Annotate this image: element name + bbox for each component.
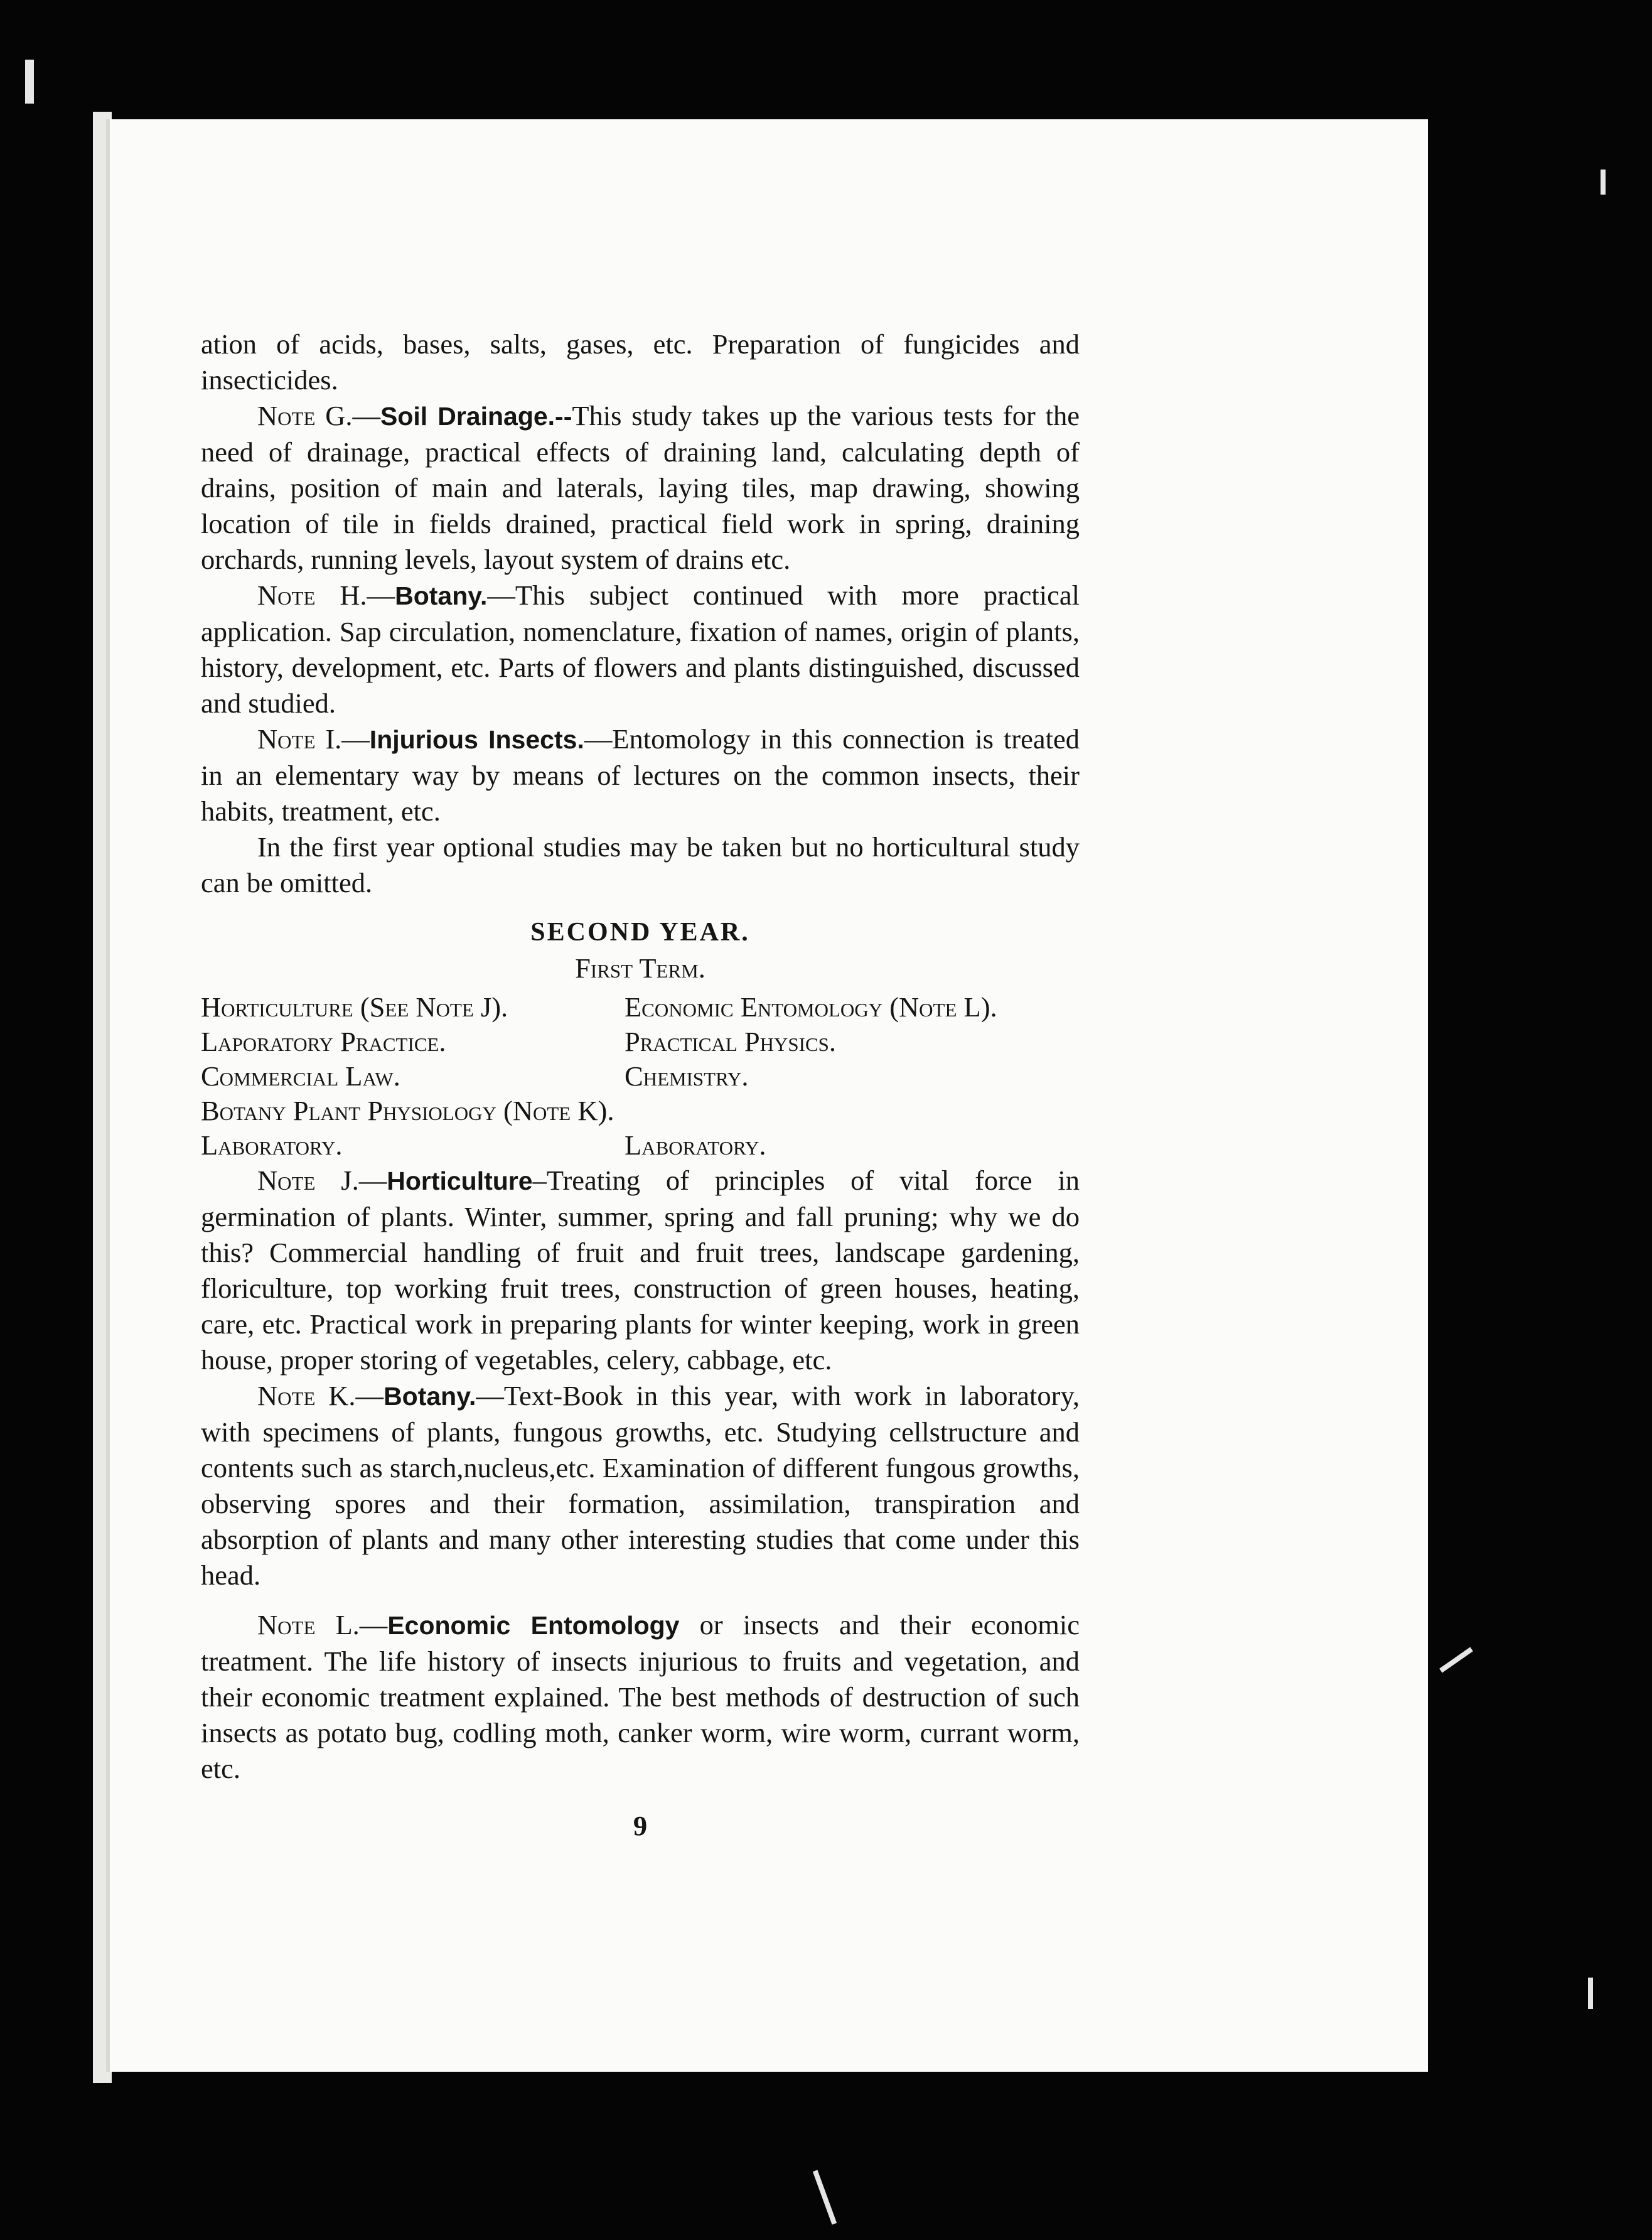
course-item: Laporatory Practice. — [201, 1026, 446, 1057]
first-term-heading: First Term. — [575, 952, 705, 984]
note-g-label: Note G.— — [257, 400, 380, 431]
note-l — [201, 1607, 1080, 1787]
course-item: Botany Plant Physiology (Note K). — [201, 1095, 614, 1126]
note-g — [201, 398, 1080, 578]
note-j — [201, 1163, 1080, 1378]
note-j-label: Note J.— — [257, 1165, 387, 1196]
page-number: 9 — [633, 1810, 648, 1841]
course-item: Economic Entomology (Note L). — [625, 991, 997, 1023]
scan-speck — [1439, 1647, 1473, 1673]
scan-speck — [25, 60, 34, 104]
course-item: Commercial Law. — [201, 1060, 400, 1092]
scan-speck — [1588, 1978, 1593, 2009]
note-j-body: –Treating of principles of vital force in germination of plants. Winter, summer, spring and fall pruning; why we do this? Commercial handling of fruit and fruit trees, landscape gardening, floriculture, top working fruit trees, construction of green houses, heating, care, etc. Practical work in preparing plants for winter keeping, work in green house, proper storing of vegetables, celery, cabbage, etc. — [201, 1165, 1080, 1376]
note-k — [201, 1378, 1080, 1593]
second-year-heading: SECOND YEAR. — [530, 918, 750, 947]
course-item: Practical Physics. — [625, 1026, 837, 1057]
page-text — [201, 326, 1080, 1844]
note-h-heading: Botany. — [395, 581, 488, 610]
note-k-body: —Text-Book in this year, with work in laboratory, with specimens of plants, fungous growths, etc. Studying cellstructure and contents such as starch,nucleus,etc. Examination of different fungous growths, observing spores and their formation, assimilation, transpiration and absorption of plants and many other interesting studies that come under this head. — [201, 1380, 1080, 1591]
note-i-label: Note I.— — [257, 723, 370, 755]
course-item: Laboratory. — [201, 1129, 343, 1161]
course-list — [201, 990, 1080, 1163]
note-h-label: Note H.— — [257, 579, 395, 611]
note-i — [201, 721, 1080, 829]
note-k-label: Note K.— — [257, 1380, 384, 1411]
first-year-remark: In the first year optional studies may be taken but no horticultural study can be omitted. — [201, 831, 1080, 898]
scan-speck — [1601, 170, 1606, 195]
note-l-heading: Economic Entomology — [387, 1611, 680, 1640]
note-g-body: This study takes up the various tests for the need of drainage, practical effects of draining land, calculating depth of drains, position of main and laterals, laying tiles, map drawing, showing location of tile in fields drained, practical field work in spring, draining orchards, running levels, layout system of drains etc. — [201, 400, 1080, 575]
note-l-label: Note L.— — [257, 1609, 388, 1640]
note-h-body: —This subject continued with more practical application. Sap circulation, nomenclature, fixation of names, origin of plants, history, development, etc. Parts of flowers and plants distinguished, discussed and studied. — [201, 579, 1080, 719]
scan-speck — [813, 2170, 837, 2224]
note-g-heading: Soil Drainage.-- — [380, 402, 572, 431]
note-h — [201, 578, 1080, 721]
note-j-heading: Horticulture — [387, 1166, 533, 1195]
continuation-paragraph: ation of acids, bases, salts, gases, etc. Preparation of fungicides and insecticides. — [201, 328, 1080, 396]
paragraph-gap — [201, 1593, 1080, 1607]
course-item: Laboratory. — [625, 1129, 766, 1161]
course-item: Horticulture (See Note J). — [201, 991, 508, 1023]
note-i-heading: Injurious Insects. — [369, 725, 584, 754]
note-i-body: —Entomology in this connection is treated in an elementary way by means of lectures on the common insects, their habits, treatment, etc. — [201, 723, 1080, 827]
page-edge — [93, 112, 112, 2083]
note-l-body: or insects and their economic treatment. The life history of insects injurious to fruits and vegetation, and their economic treatment explained. The best methods of destruction of such insects as potato bug, codling moth, canker worm, wire worm, currant worm, etc. — [201, 1609, 1080, 1784]
note-k-heading: Botany. — [384, 1382, 476, 1411]
course-item: Chemistry. — [625, 1060, 749, 1092]
